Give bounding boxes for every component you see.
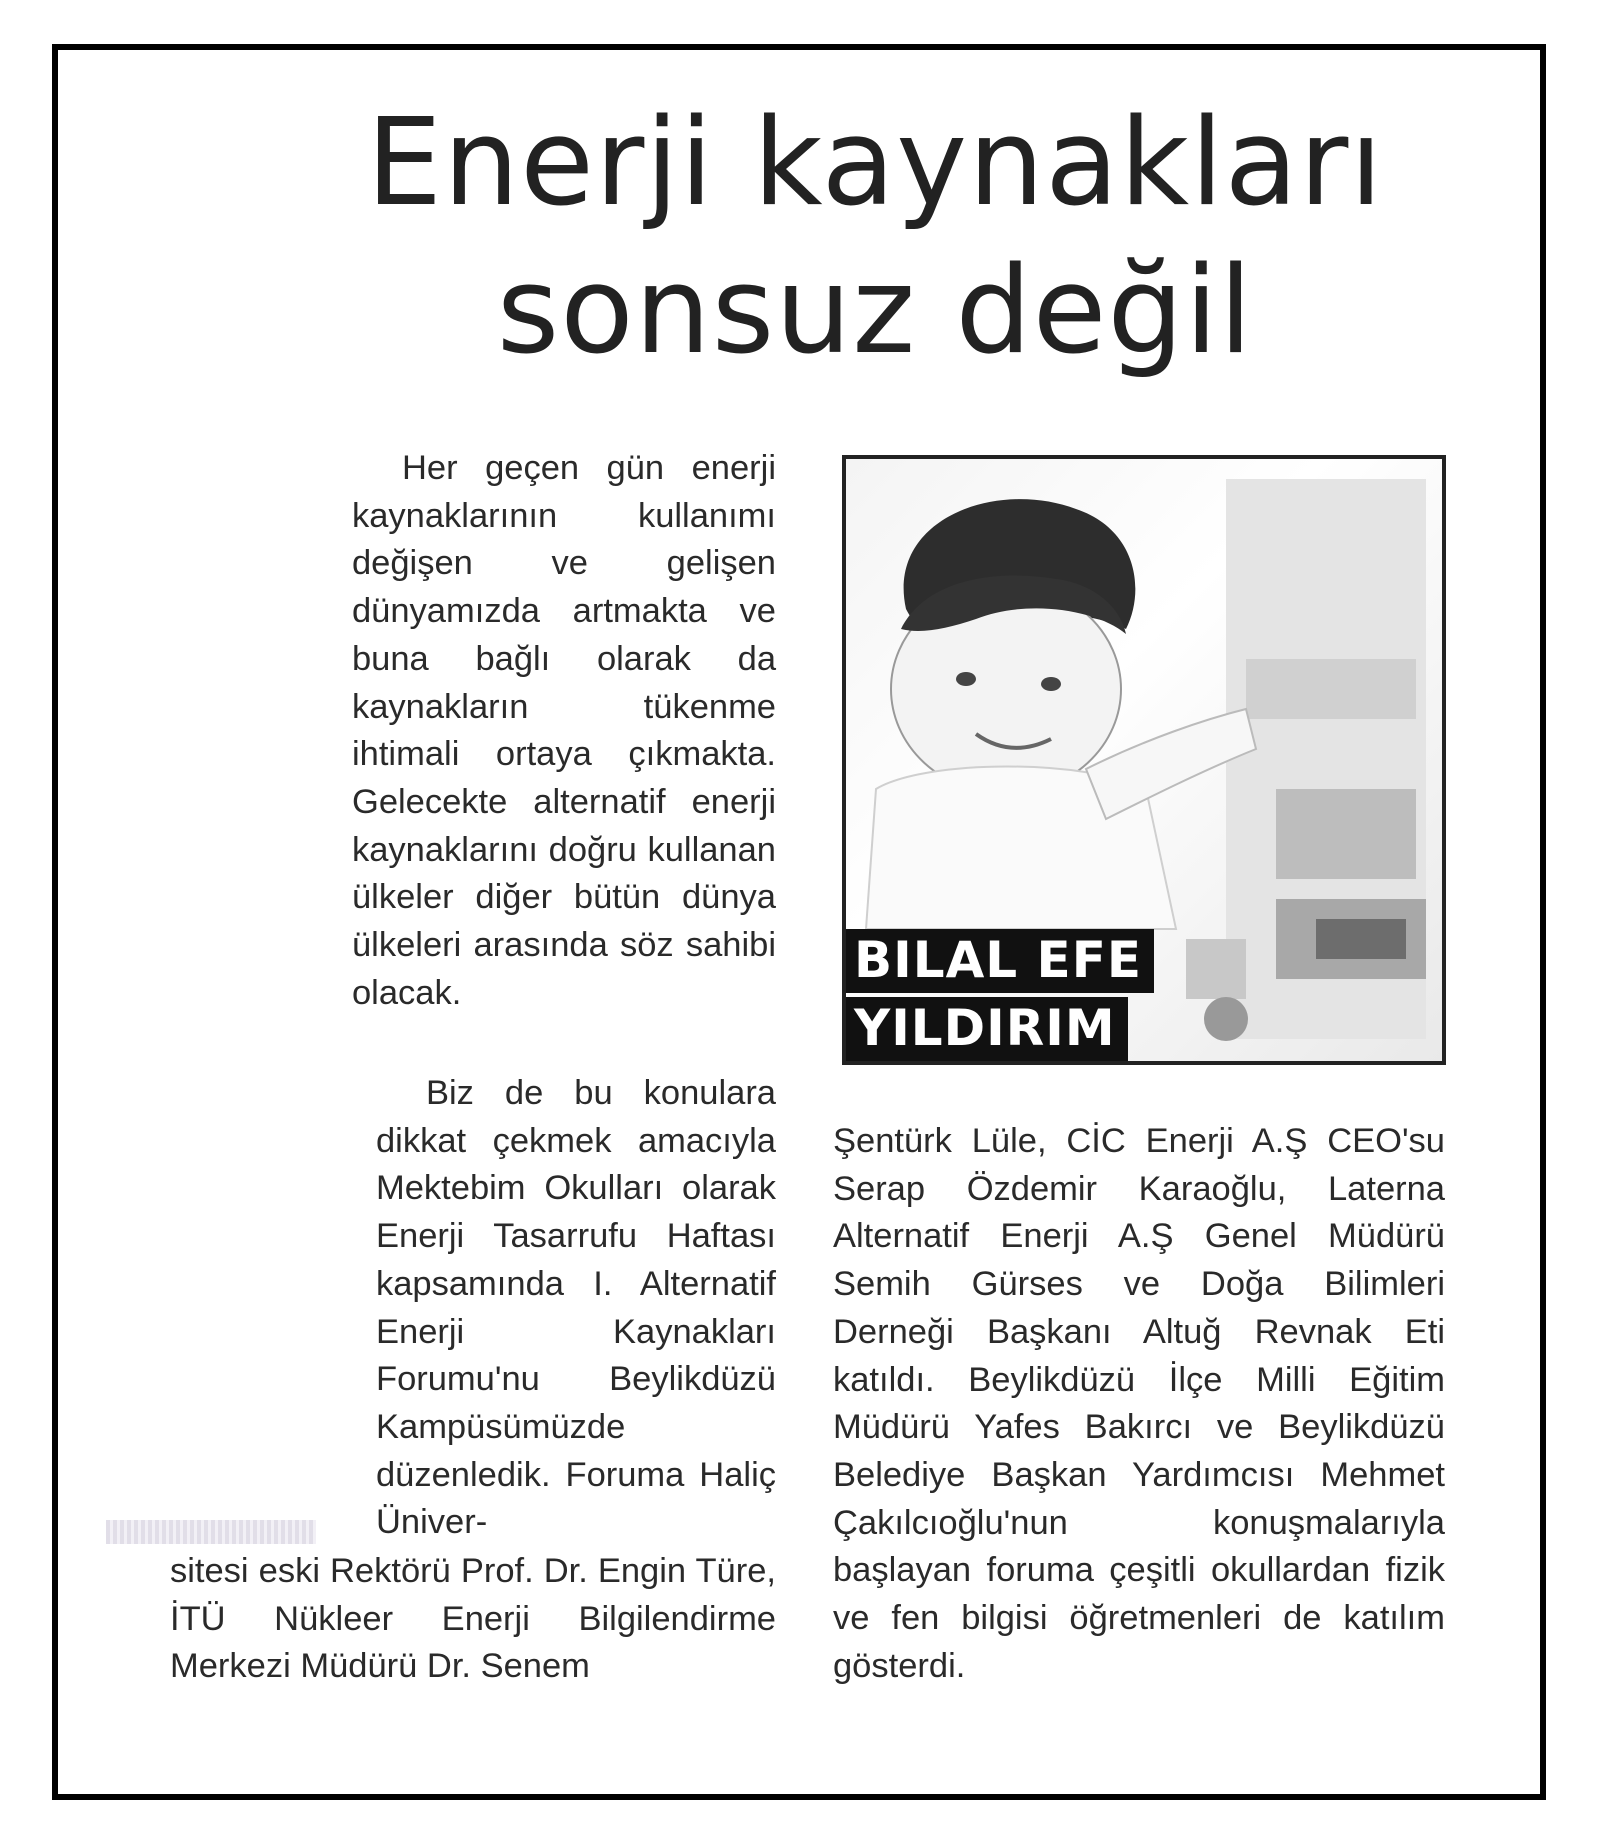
body-column-right — [833, 1118, 1445, 1690]
body-column-left-lower — [376, 1070, 776, 1547]
author-first-name: BILAL EFE — [846, 929, 1154, 993]
headline-line-2: sonsuz değil — [496, 242, 1254, 381]
author-photo — [842, 455, 1446, 1065]
author-name-plate — [846, 929, 1154, 1061]
paragraph-2-part-2: sitesi eski Rektörü Prof. Dr. Engin Türe, İTÜ Nükleer Enerji Bilgilendirme Merkezi Müdürü Dr. Senem — [170, 1552, 776, 1686]
headline-line-1: Enerji kaynakları — [366, 94, 1384, 233]
body-column-bottom — [170, 1548, 776, 1691]
paragraph-2-part-1: Biz de bu konulara dikkat çekmek amacıyla Mektebim Okulları olarak Enerji Tasarrufu Haftası kapsamında I. Alternatif Enerji Kaynakları Forumu'nu Beylikdüzü Kampüsümüzde düzenledik. Foruma Haliç Üniver- — [376, 1074, 776, 1542]
author-last-name: YILDIRIM — [846, 997, 1128, 1061]
paragraph-2-part-3: Şentürk Lüle, CİC Enerji A.Ş CEO'su Serap Özdemir Karaoğlu, Laterna Alternatif Enerji A.Ş Genel Müdürü Semih Gürses ve Doğa Bilimleri Derneği Başkanı Altuğ Revnak Eti katıldı. Beylikdüzü İlçe Milli Eğitim Müdürü Yafes Bakırcı ve Beylikdüzü Belediye Başkan Yardımcısı Mehmet Çakılcıoğlu'nun konuşmalarıyla başlayan foruma çeşitli okullardan fizik ve fen bilgisi öğretmenleri de katılım gösterdi. — [833, 1122, 1445, 1685]
headline — [300, 90, 1450, 386]
scan-artifact — [106, 1520, 316, 1544]
paragraph-1: Her geçen gün enerji kaynaklarının kullanımı değişen ve gelişen dünyamızda artmakta ve buna bağlı olarak da kaynakların tükenme ihtimali ortaya çıkmakta. Gelecekte alternatif enerji kaynaklarını doğru kullanan ülkeler diğer bütün dünya ülkeleri arasında söz sahibi olacak. — [352, 449, 776, 1012]
body-column-left-upper — [352, 445, 776, 1017]
